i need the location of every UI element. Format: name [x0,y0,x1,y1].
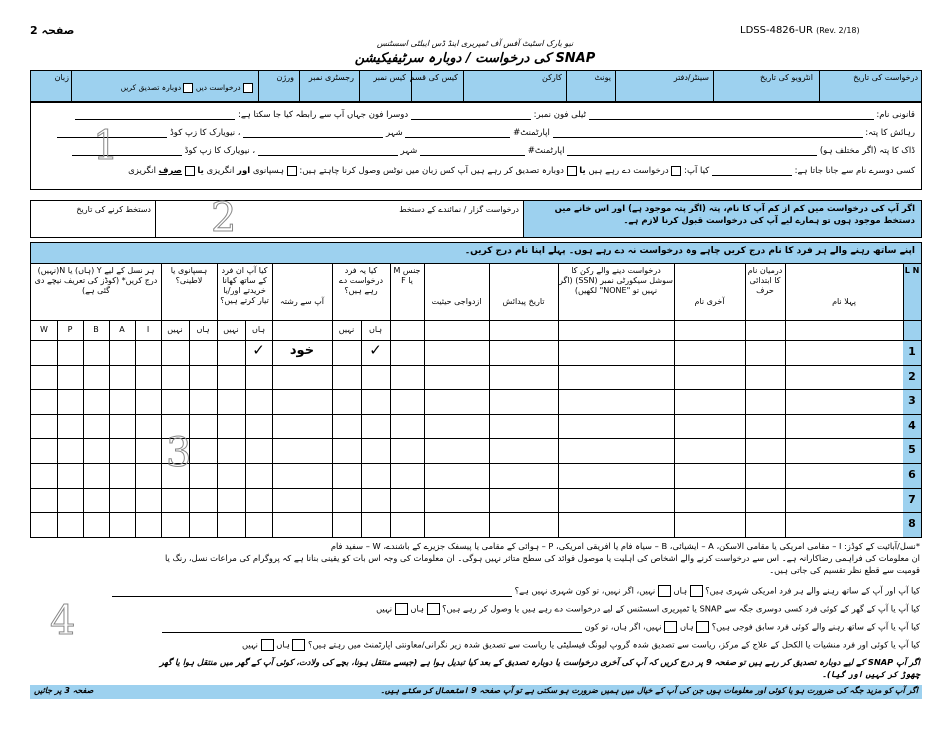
table-row[interactable]: 8 [31,512,921,537]
veteran-no-box[interactable] [664,621,677,633]
office-use-row [30,70,922,102]
mail-address-field[interactable] [567,155,817,156]
race-w: W [40,325,48,334]
page-title: SNAP کی درخواست / دوبارہ سرٹیفیکیشن [354,51,596,66]
mail-apt-field[interactable] [420,155,525,156]
applying-yes-check[interactable]: ✓ [369,341,382,359]
race-codes-note: *نسل/آبائیت کے کوڈز: I – مقامی امریکی یا مقامی الاسکن، A – ایشیائی، B – سیاہ فام یا افریقی امریکی، P – ہوائی کے مقامی یا پیسفک جزیرے کے باشندے، W – سفید فام ان معلومات کی فراہمی رضاکارانہ ہے۔ اس سے درخواست کرنے والے اشخاص کی اہلیت یا موصول فوائد کی سطح متاثر نہیں ہوگی۔ ان معلومات کی وجہ اس بات کو یقینی بنانا ہے کہ پروگرام کی مراعات نسل، رنگ یا قومیت سے قطع نظر تقسیم کی جاتی ہیں۔ [165,541,920,576]
col-case-no: کیس نمبر [373,73,406,82]
section-number-3: 3 [166,430,192,476]
legal-name-field[interactable] [589,119,874,120]
veteran-yes-box[interactable] [696,621,709,633]
applying-no-label: نہیں [338,325,355,334]
applying-yes-label: ہاں [369,325,382,334]
applicant-signature-label: درخواست گزار / نمائندے کے دستخط [399,205,519,214]
recert-checkbox[interactable] [183,83,193,93]
col-unit: یونٹ [594,73,611,82]
hdr-buys-food: کیا آپ ان فرد کے ساتھ کھانا خریدتے اور/یا تیار کرتے ہیں؟ [220,266,269,305]
phone-field[interactable] [411,119,531,120]
agency-name: نیو یارک اسٹیٹ آفس آف ٹمپریری اینڈ ڈس ایبلٹی اسسٹنس [376,39,574,48]
col-case-type: کیس کی قسم [409,73,458,82]
signature-section [30,195,922,241]
hdr-applying: کیا یہ فرد درخواست دے رہے ہیں؟ [338,266,384,295]
hdr-mi: درمیان نام کا ابتدائی حرف [747,266,783,295]
questions-section [30,585,920,680]
footer-bar [30,685,922,699]
col-registry: رجسٹری نمبر [308,73,354,82]
signature-instruction: اگر آپ کی درخواست میں کم از کم آپ کا نام، پتہ (اگر پتہ موجود ہے) اور اس خانے میں دستخط موجود ہوں تو ہمارے لیے آپ کی درخواست قبول کرنا لازم ہے۔ [523,201,921,237]
non-citizen-field[interactable] [112,596,512,597]
col-app-date: درخواست کی تاریخ [853,73,918,82]
question-recert-changes: اگر آپ SNAP کے لیے دوبارہ تصدیق کر رہے ہیں تو صفحہ 9 پر درج کریں کہ آپ کی آخری درخواست یا دوبارہ تصدیق کے بعد کیا تبدیل ہوا ہے (جیسے منتقل ہونا، بچے کی ولادت، کوئی آپ کے گھر میں منتقل ہوا یا گھر چھوڑ کر کہیں اور گیا)۔ [159,657,920,679]
hdr-dob: تاریخ پیدائش [502,297,545,306]
hdr-race: ہر نسل کے لیے Y (ہاں) یا N(نہیں) درج کریں* (کوڈز کی تعریف نیچے دی گئی ہے) [34,266,158,295]
citizen-no-box[interactable] [658,585,671,597]
table-row[interactable]: 5 [31,438,921,463]
other-phone-field[interactable] [75,119,235,120]
table-row[interactable]: 3 [31,389,921,414]
table-row[interactable]: 1 ✓ خود ✓ [31,340,921,365]
facility-yes-box[interactable] [292,639,305,651]
section-number-2: 2 [211,195,237,241]
table-row[interactable]: 2 [31,365,921,390]
benefits-no-box[interactable] [395,603,408,615]
recertifying-checkbox[interactable] [567,166,577,176]
other-names-field[interactable] [712,175,792,176]
table-row[interactable]: 6 [31,463,921,488]
name-line: قانونی نام: ٹیلی فون نمبر: دوسرا فون جہاں آپ سے رابطہ کیا جا سکتا ہے: [35,109,915,120]
race-a: A [119,325,125,334]
section-number-4: 4 [50,598,76,644]
col-language: زبان [54,73,69,82]
hdr-marital: ازدواجی حیثیت [431,297,482,306]
app-type: درخواست دیں دوبارہ تصدیق کریں [73,83,253,93]
col-worker: کارکن [541,73,562,82]
applying-checkbox[interactable] [671,166,681,176]
table-row[interactable]: 7 [31,488,921,513]
buys-yes-label: ہاں [252,325,265,334]
hdr-ssn: درخواست دینے والے رکن کا سوشل سیکورٹی نمبر (SSN) (اگر نہیں تو "NONE" لکھیں) [559,266,673,295]
race-i: I [146,325,150,334]
question-veteran: کیا آپ یا آپ کے ساتھ رہنے والے کوئی فرد سابق فوجی ہیں؟ ہاں نہیں، اگر ہاں، تو کون [30,621,920,639]
res-apt-field[interactable] [405,137,510,138]
race-b: B [93,325,99,334]
hispanic-no-label: نہیں [167,325,183,334]
contact-section [30,102,922,190]
footer-note: اگر آپ کو مزید جگہ کی ضرورت ہو یا کوئی اور معلومات ہوں جن کی آپ کے خیال میں ہمیں ضرورت ہو سکتی ہے تو آپ صفحہ 9 استعمال کر سکتے ہیں۔ [380,686,918,695]
hdr-last-name: آخری نام [694,297,725,306]
res-address-field[interactable] [553,137,863,138]
apply-checkbox[interactable] [243,83,253,93]
signature-date-label: دستخط کرنے کی تاریخ [76,205,151,214]
page-number: 2 صفحہ [30,24,75,37]
hispanic-yes-label: ہاں [196,325,210,334]
form-id: LDSS-4826-UR (Rev. 2/18) [740,25,860,36]
hdr-sex: جنس M یا F [393,266,421,285]
hdr-relationship: آپ سے رشتہ [280,297,324,306]
mailing-line: ڈاک کا پتہ (اگر مختلف ہو) اپارٹمنٹ# شہر ، نیویارک کا زپ کوڈ [35,145,915,156]
residence-line: رہائش کا پتہ: اپارٹمنٹ# شہر ، نیویارک کا زپ کوڈ [35,127,915,138]
buys-yes-check[interactable]: ✓ [252,341,265,359]
citizen-yes-box[interactable] [690,585,703,597]
question-other-benefits: کیا آپ یا آپ کے گھر کے کوئی فرد کسی دوسری جگہ سے SNAP یا ٹمپریری اسسٹنس کے لیے درخواست دے رہے ہیں یا وصول کر رہے ہیں؟ ہاں نہیں [376,603,920,614]
english-only-checkbox[interactable] [185,166,195,176]
section-number-1: 1 [93,123,119,169]
table-row[interactable]: 4 [31,414,921,439]
self-relationship[interactable]: خود [289,343,315,358]
col-version: ورژن [276,73,294,82]
household-instruction: اپنے ساتھ رہنے والے ہر فرد کا نام درج کریں چاہے وہ درخواست نہ دے رہے ہوں۔ پہلے اپنا نام درج کریں۔ [31,243,921,263]
facility-no-box[interactable] [261,639,274,651]
hdr-hispanic: ہسپانوی یا لاطینی؟ [170,266,208,285]
res-city-field[interactable] [243,137,383,138]
spanish-checkbox[interactable] [287,166,297,176]
hdr-first-name: پہلا نام [832,297,856,306]
go-to-page-3[interactable]: صفحہ 3 پر جائیں [34,686,94,695]
hdr-ln: L N [903,264,921,340]
col-interview-date: انٹرویو کی تاریخ [760,73,813,82]
veteran-who-field[interactable] [162,632,582,633]
race-p: P [67,325,73,334]
household-table [30,242,922,538]
mail-zip-field[interactable] [72,155,182,156]
table-body [31,340,921,537]
benefits-yes-box[interactable] [427,603,440,615]
question-citizenship: کیا آپ اور آپ کے ساتھ رہنے والے ہر فرد امریکی شہری ہیں؟ ہاں نہیں، اگر نہیں، تو کون شہری نہیں ہے؟ [30,585,920,603]
col-center: سینٹر/دفتر [673,73,709,82]
question-facility: کیا آپ یا کوئی اور فرد منشیات یا الکحل کے علاج کے مرکز، ریاست سے تصدیق شدہ گروپ لیونگ فیسلیٹی یا ریاست سے تصدیق شدہ زیر نگرانی/معاونتی اپارٹمنٹ میں رہتے ہیں؟ ہاں نہیں [242,639,920,650]
other-names-line: کسی دوسرے نام سے جانا جاتا ہے: کیا آپ: درخواست دے رہے ہیں یا دوبارہ تصدیق کر رہے ہیں آپ کس زبان میں نوٹس وصول کرنا چاہتے ہیں: ہسپانوی اور انگریزی یا صرف انگریزی [128,166,915,176]
mail-city-field[interactable] [258,155,398,156]
buys-no-label: نہیں [223,325,239,334]
